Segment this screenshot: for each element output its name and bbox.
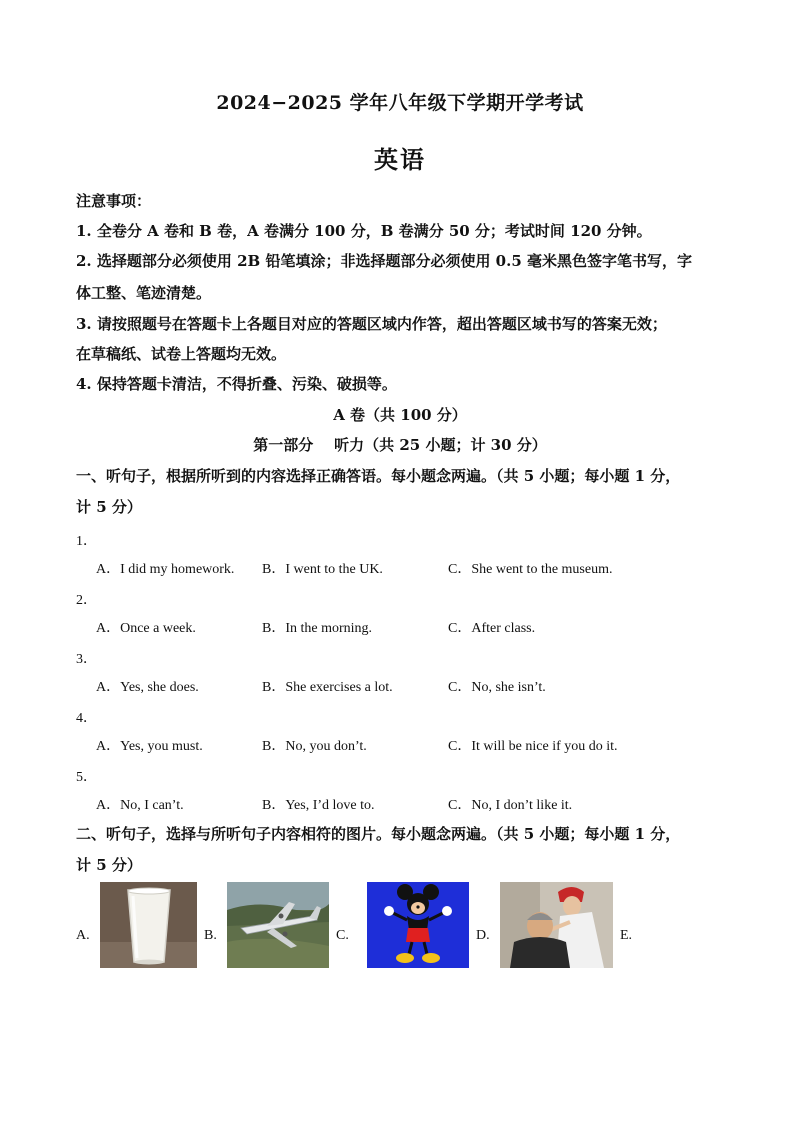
exam-title: 2024−2025 学年八年级下学期开学考试 [216, 92, 584, 114]
option-a: A．No, I can’t. [96, 798, 184, 813]
picture-label-c: C. [336, 928, 349, 943]
section2-instruction: 二、听句子，选择与所听句子内容相符的图片。每小题念两遍。（共 5 小题；每小题 1 分， [76, 825, 681, 843]
section1-instruction: 一、听句子，根据所听到的内容选择正确答语。每小题念两遍。（共 5 小题；每小题 1 分， [76, 467, 681, 485]
part1-heading: 第一部分 听力（共 25 小题；计 30 分） [253, 436, 547, 454]
mickey-mouse-picture [367, 882, 469, 968]
section1-instruction-cont: 计 5 分） [76, 498, 142, 516]
option-c: C．No, she isn’t. [448, 680, 546, 695]
option-b: B．She exercises a lot. [262, 680, 393, 695]
notice-line-1: 1. 全卷分 A 卷和 B 卷，A 卷满分 100 分，B 卷满分 50 分；考试时间 120 分钟。 [76, 222, 652, 240]
milk-glass-picture [100, 882, 197, 968]
option-c: C．It will be nice if you do it. [448, 739, 618, 754]
option-c: C．No, I don’t like it. [448, 798, 573, 813]
option-a: A．Once a week. [96, 621, 196, 636]
notice-line-4: 3. 请按照题号在答题卡上各题目对应的答题区域内作答，超出答题区域书写的答案无效； [76, 315, 667, 333]
picture-label-b: B. [204, 928, 217, 943]
option-a: A．I did my homework. [96, 562, 235, 577]
notice-line-5: 在草稿纸、试卷上答题均无效。 [76, 345, 287, 363]
option-a: A．Yes, she does. [96, 680, 199, 695]
subject-title: 英语 [374, 145, 426, 174]
haircut-picture [500, 882, 613, 968]
question-number: 2． [76, 593, 97, 608]
question-number: 1． [76, 534, 97, 549]
airplane-picture [227, 882, 329, 968]
section2-instruction-cont: 计 5 分） [76, 856, 142, 874]
picture-label-e: E. [620, 928, 633, 943]
option-b: B．In the morning. [262, 621, 373, 636]
notice-line-3: 体工整、笔迹清楚。 [76, 284, 212, 302]
option-c: C．After class. [448, 621, 536, 636]
notice-heading: 注意事项： [76, 192, 152, 210]
question-number: 4． [76, 711, 97, 726]
volume-a-heading: A 卷（共 100 分） [333, 406, 467, 424]
option-b: B．Yes, I’d love to. [262, 798, 375, 813]
option-b: B．I went to the UK. [262, 562, 383, 577]
option-b: B．No, you don’t. [262, 739, 367, 754]
question-number: 5． [76, 770, 97, 785]
picture-label-a: A. [76, 928, 90, 943]
notice-line-2: 2. 选择题部分必须使用 2B 铅笔填涂；非选择题部分必须使用 0.5 毫米黑色签字笔书写，字 [76, 252, 692, 270]
option-a: A．Yes, you must. [96, 739, 203, 754]
notice-line-6: 4. 保持答题卡清洁，不得折叠、污染、破损等。 [76, 375, 397, 393]
question-number: 3． [76, 652, 97, 667]
picture-label-d: D. [476, 928, 490, 943]
option-c: C．She went to the museum. [448, 562, 613, 577]
